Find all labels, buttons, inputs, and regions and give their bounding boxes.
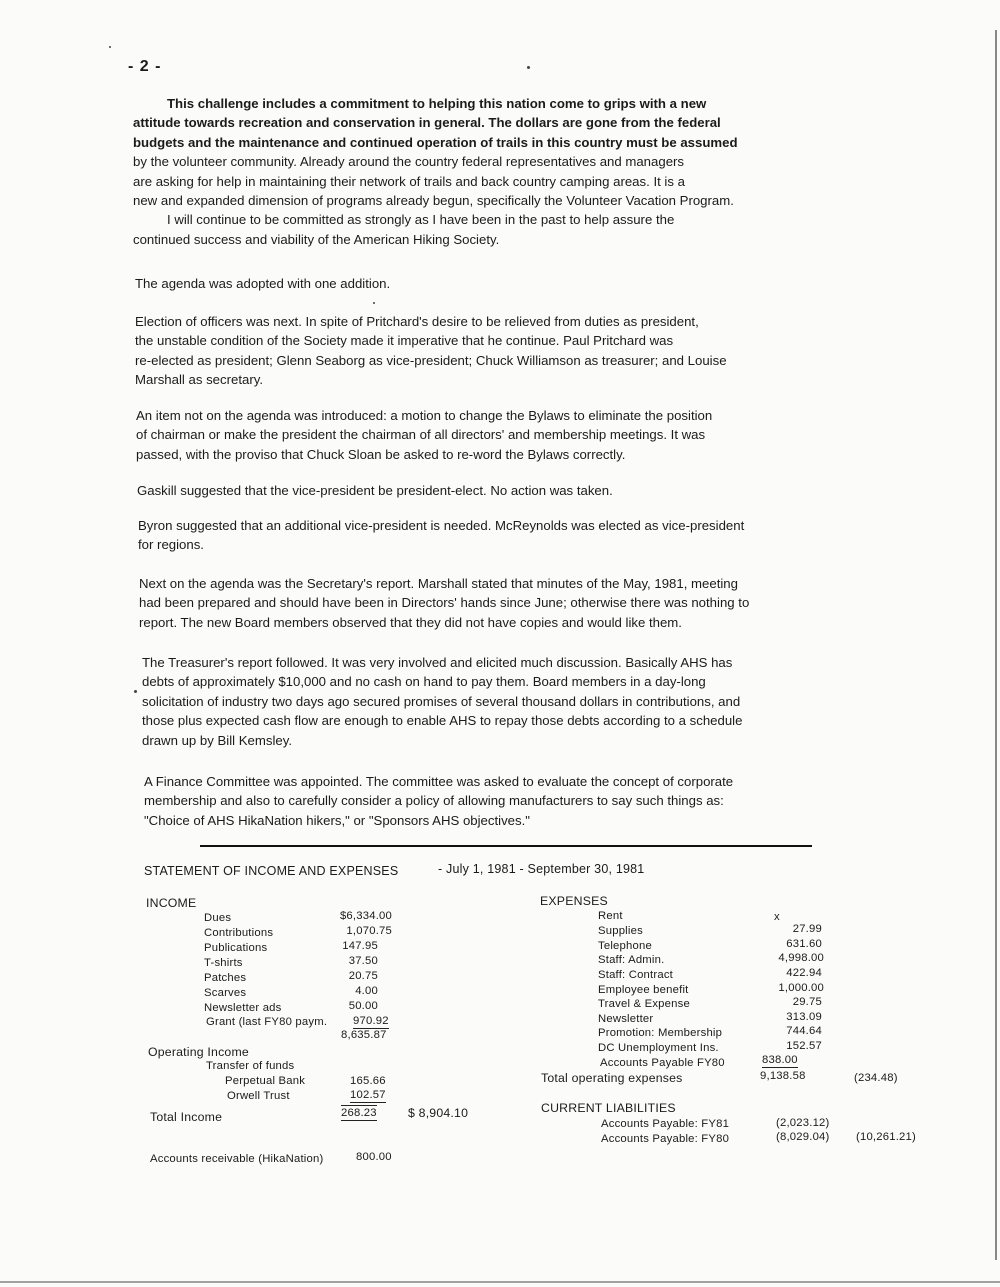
text-line: passed, with the proviso that Chuck Sloan be asked to re-word the Bylaws correctly. (136, 446, 626, 462)
text-line: budgets and the maintenance and continued operation of trails in this country must be assumed (133, 134, 738, 150)
text-line: new and expanded dimension of programs already begun, specifically the Volunteer Vacation Program. (133, 193, 734, 209)
total-income-value: $ 8,904.10 (408, 1106, 469, 1120)
income-value: 4.00 (355, 985, 378, 997)
expense-label: Rent (598, 910, 623, 922)
income-subtotal: 8,635.87 (341, 1029, 387, 1041)
paragraph-gaskill (137, 481, 613, 500)
text-line: Next on the agenda was the Secretary's report. Marshall stated that minutes of the May, 1981, meeting (139, 576, 738, 591)
total-income-label: Total Income (150, 1110, 223, 1124)
transfer-source: Perpetual Bank (225, 1075, 306, 1087)
scan-speck (109, 46, 111, 48)
transfer-value: 165.66 (350, 1075, 386, 1087)
scan-speck (373, 302, 375, 304)
income-value: 50.00 (348, 1000, 378, 1012)
liability-value: (8,029.04) (776, 1131, 830, 1143)
income-label: Grant (last FY80 paym. (206, 1016, 328, 1028)
expense-value: 4,998.00 (778, 952, 824, 964)
expense-label: Employee benefit (598, 984, 689, 996)
income-value: 37.50 (348, 955, 378, 967)
expense-label: Telephone (598, 940, 652, 952)
expense-value: 631.60 (786, 938, 822, 950)
text-line: are asking for help in maintaining their network of trails and back country camping areas. It is a (133, 173, 685, 189)
scan-speck (134, 690, 137, 693)
paragraph-finance (144, 772, 733, 830)
expense-label: DC Unemployment Ins. (598, 1042, 719, 1054)
income-label: T-shirts (204, 957, 243, 969)
text-line: Marshall as secretary. (135, 372, 264, 388)
income-value: $6,334.00 (339, 910, 392, 922)
text-line: Byron suggested that an additional vice-president is needed. McReynolds was elected as vice-president (138, 518, 745, 533)
text-line: continued success and viability of the American Hiking Society. (133, 231, 500, 247)
transfer-total (341, 1105, 377, 1121)
income-label: Contributions (204, 927, 274, 939)
paragraph-election (135, 312, 727, 390)
expense-value: 313.09 (786, 1011, 822, 1023)
page-number: - 2 - (128, 58, 162, 75)
text-line: A Finance Committee was appointed. The committee was asked to evaluate the concept of corporate (144, 774, 734, 789)
transfer-source: Orwell Trust (227, 1090, 290, 1102)
expense-value: 1,000.00 (778, 982, 824, 994)
income-value (353, 1014, 409, 1029)
transfer-value (350, 1088, 386, 1103)
transfer-total-text: 268.23 (341, 1107, 377, 1119)
text-line: debts of approximately $10,000 and no cash on hand to pay them. Board members in a day-long (142, 674, 706, 690)
statement-period: - July 1, 1981 - September 30, 1981 (438, 862, 645, 876)
expense-value-text: 838.00 (762, 1054, 798, 1066)
scan-speck (527, 66, 530, 69)
paragraph-treasurer (142, 653, 742, 750)
expense-label: Accounts Payable FY80 (600, 1057, 725, 1069)
text-line: membership and also to carefully consider a policy of allowing manufacturers to say such things as: (144, 793, 724, 809)
transfer-label: Transfer of funds (206, 1060, 295, 1072)
income-label: Newsletter ads (204, 1002, 282, 1014)
expenses-heading: EXPENSES (540, 894, 608, 908)
income-value-text: 970.92 (353, 1015, 389, 1027)
paragraph-challenge (133, 94, 738, 249)
expense-value: x (774, 911, 780, 923)
text-line: of chairman or make the president the chairman of all directors' and membership meetings. It was (136, 427, 706, 443)
income-value: 20.75 (348, 970, 378, 982)
text-line: had been prepared and should have been in Directors' hands since June; otherwise there was nothing to (139, 595, 750, 611)
text-line: attitude towards recreation and conservation in general. The dollars are gone from the federal (133, 115, 721, 131)
scan-edge-right (995, 30, 997, 1260)
text-line: solicitation of industry two days ago secured promises of several thousand dollars in contributions, and (142, 693, 741, 709)
total-expenses-value: 9,138.58 (760, 1070, 806, 1082)
statement-title: STATEMENT OF INCOME AND EXPENSES (144, 864, 399, 878)
expense-label: Staff: Admin. (598, 954, 665, 966)
liabilities-heading: CURRENT LIABILITIES (541, 1101, 676, 1115)
text-line: An item not on the agenda was introduced: a motion to change the Bylaws to eliminate the position (136, 408, 713, 423)
operating-income-heading: Operating Income (148, 1045, 249, 1059)
text-line: by the volunteer community. Already around the country federal representatives and managers (133, 154, 685, 170)
receivable-value: 800.00 (356, 1151, 392, 1163)
text-line: drawn up by Bill Kemsley. (142, 732, 293, 748)
expense-value (762, 1053, 798, 1068)
text-line: The Treasurer's report followed. It was very involved and elicited much discussion. Basically AHS has (142, 655, 733, 670)
expense-label: Supplies (598, 925, 643, 937)
text-line: This challenge includes a commitment to helping this nation come to grips with a new (167, 96, 707, 111)
expense-label: Travel & Expense (598, 998, 690, 1010)
section-divider (200, 845, 812, 847)
text-line: The agenda was adopted with one addition. (135, 276, 391, 291)
paragraph-agenda (135, 274, 390, 293)
text-line: report. The new Board members observed that they did not have copies and would like them. (139, 614, 682, 630)
expense-value: 29.75 (792, 996, 822, 1008)
income-value: 1,070.75 (346, 925, 392, 937)
income-label: Scarves (204, 987, 247, 999)
paragraph-secretary (139, 574, 749, 632)
scan-edge-bottom (0, 1281, 1000, 1283)
income-heading: INCOME (146, 896, 197, 910)
text-line: "Choice of AHS HikaNation hikers," or "Sponsors AHS objectives." (144, 812, 530, 828)
text-line: Gaskill suggested that the vice-president be president-elect. No action was taken. (137, 483, 613, 498)
receivable-label: Accounts receivable (HikaNation) (150, 1153, 324, 1165)
expense-value: 422.94 (786, 967, 822, 979)
transfer-value-text: 102.57 (350, 1089, 386, 1101)
liability-label: Accounts Payable: FY80 (601, 1133, 730, 1145)
text-line: I will continue to be committed as strongly as I have been in the past to help assure the (167, 212, 675, 228)
liability-label: Accounts Payable: FY81 (601, 1118, 730, 1130)
expense-label: Newsletter (598, 1013, 654, 1025)
income-value: 147.95 (342, 940, 378, 952)
expense-value: 152.57 (786, 1040, 822, 1052)
liability-value: (2,023.12) (776, 1117, 830, 1129)
expense-label: Promotion: Membership (598, 1027, 723, 1039)
net-value: (234.48) (854, 1072, 898, 1084)
paragraph-bylaws (136, 406, 712, 464)
text-line: for regions. (138, 537, 204, 553)
liabilities-total: (10,261.21) (856, 1131, 916, 1143)
text-line: the unstable condition of the Society made it imperative that he continue. Paul Pritchard was (135, 333, 674, 349)
expense-value: 27.99 (792, 923, 822, 935)
text-line: re-elected as president; Glenn Seaborg as vice-president; Chuck Williamson as treasurer; and Louise (135, 352, 727, 368)
text-line: those plus expected cash flow are enough to enable AHS to repay those debts according to a schedule (142, 713, 743, 729)
total-expenses-label: Total operating expenses (541, 1071, 683, 1085)
paragraph-byron (138, 516, 744, 555)
income-label: Dues (204, 912, 232, 924)
expense-value: 744.64 (786, 1025, 822, 1037)
income-label: Patches (204, 972, 247, 984)
income-label: Publications (204, 942, 268, 954)
expense-label: Staff: Contract (598, 969, 674, 981)
text-line: Election of officers was next. In spite of Pritchard's desire to be relieved from duties as president, (135, 314, 699, 329)
